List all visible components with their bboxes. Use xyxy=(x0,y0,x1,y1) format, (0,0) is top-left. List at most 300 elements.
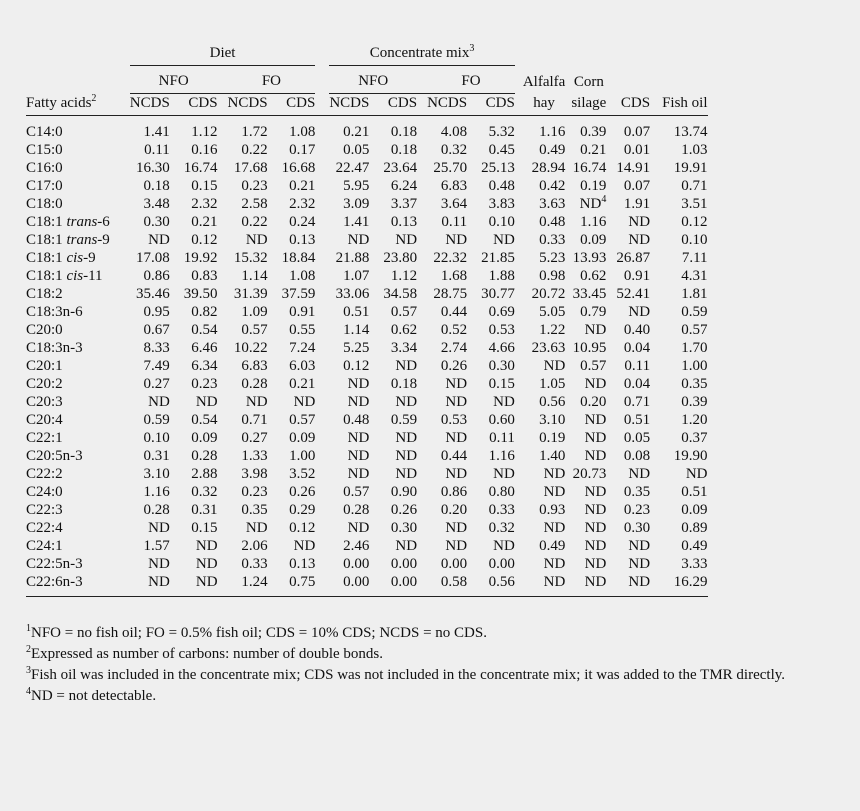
fatty-acid-label: C24:0 xyxy=(26,484,63,500)
value-cell: 3.83 xyxy=(488,196,515,212)
value-cell: 1.22 xyxy=(539,322,566,338)
value-cell: 0.71 xyxy=(681,178,708,194)
fatty-acid-label: C22:5n-3 xyxy=(26,556,83,572)
value-cell: 0.22 xyxy=(241,214,268,230)
value-cell: 0.19 xyxy=(580,178,607,194)
value-cell: 0.21 xyxy=(343,124,370,140)
corn-header-line1: Corn xyxy=(573,73,604,90)
table-row xyxy=(26,249,708,267)
value-cell: ND xyxy=(347,448,370,464)
alfalfa-header-line1: Alfalfa xyxy=(522,73,566,90)
value-cell: 15.32 xyxy=(233,250,268,266)
value-cell: 0.57 xyxy=(241,322,268,338)
table-row xyxy=(26,447,708,465)
value-cell: 0.62 xyxy=(580,268,607,284)
value-cell: 1.57 xyxy=(143,538,170,554)
fatty-acid-label: C24:1 xyxy=(26,538,63,554)
value-cell: ND xyxy=(584,376,607,392)
value-cell: 16.74 xyxy=(183,160,218,176)
value-cell: 0.13 xyxy=(289,232,316,248)
value-cell: 0.89 xyxy=(681,520,708,536)
value-cell: 3.52 xyxy=(289,466,316,482)
value-cell: 1.24 xyxy=(218,573,268,597)
value-cell: 0.30 xyxy=(488,358,515,374)
value-cell: ND xyxy=(445,376,468,392)
table-row xyxy=(26,573,708,597)
table-row xyxy=(26,116,708,142)
value-cell: 4.66 xyxy=(488,340,515,356)
value-cell: ND xyxy=(293,538,316,554)
fatty-acid-label: C18:1 trans-9 xyxy=(26,232,110,248)
value-cell: ND xyxy=(543,556,566,572)
value-cell: 28.94 xyxy=(531,160,566,176)
value-cell: ND xyxy=(584,502,607,518)
value-cell: ND xyxy=(584,448,607,464)
fatty-acid-label: C22:6n-3 xyxy=(26,573,116,597)
value-cell: 17.08 xyxy=(136,250,170,266)
value-cell: 0.91 xyxy=(623,268,651,284)
value-cell: 0.12 xyxy=(289,520,316,536)
value-cell: 2.46 xyxy=(343,538,370,554)
value-cell: 0.07 xyxy=(623,124,651,140)
value-cell: ND xyxy=(245,394,268,410)
value-cell: ND xyxy=(347,466,370,482)
value-cell: 3.10 xyxy=(539,412,566,428)
col-mix-fo-ncds: NCDS xyxy=(417,94,467,116)
value-cell: 1.12 xyxy=(390,268,418,284)
value-cell: 0.09 xyxy=(191,430,218,446)
value-cell: 0.39 xyxy=(580,124,607,140)
value-cell: 0.32 xyxy=(488,520,515,536)
value-cell: 0.75 xyxy=(268,573,316,597)
value-cell: 0.82 xyxy=(191,304,218,320)
value-cell: 1.81 xyxy=(681,286,708,302)
value-cell: 5.25 xyxy=(343,340,370,356)
col-mix-nfo-cds: CDS xyxy=(369,94,417,116)
fatty-acid-label: C20:2 xyxy=(26,376,63,392)
value-cell: 0.40 xyxy=(623,322,651,338)
value-cell: 0.27 xyxy=(143,376,170,392)
table-row xyxy=(26,195,708,213)
value-cell: 33.06 xyxy=(335,286,370,302)
value-cell: 16.30 xyxy=(136,160,170,176)
value-cell: 13.93 xyxy=(572,250,607,266)
value-cell: 0.42 xyxy=(539,178,566,194)
value-cell: ND xyxy=(628,466,651,482)
fatty-acid-label: C18:0 xyxy=(26,196,63,212)
value-cell: 10.22 xyxy=(233,340,268,356)
value-cell: 0.57 xyxy=(390,304,418,320)
value-cell: 0.91 xyxy=(289,304,316,320)
value-cell: 13.74 xyxy=(673,124,708,140)
value-cell: 0.17 xyxy=(289,142,316,158)
value-cell: 0.71 xyxy=(241,412,268,428)
col-mix-nfo-ncds: NCDS xyxy=(329,94,369,116)
value-cell: ND xyxy=(584,484,607,500)
value-cell: ND xyxy=(445,232,468,248)
value-cell: ND xyxy=(130,573,170,597)
value-cell: 4.08 xyxy=(440,124,468,140)
value-cell: 6.34 xyxy=(191,358,218,374)
value-cell: 0.48 xyxy=(488,178,515,194)
value-cell: ND xyxy=(148,520,170,536)
value-cell: 52.41 xyxy=(616,286,651,302)
value-cell: 0.13 xyxy=(289,556,316,572)
value-cell: 0.18 xyxy=(390,124,418,140)
value-cell: 1.16 xyxy=(539,124,566,140)
value-cell: 0.09 xyxy=(289,430,316,446)
value-cell: 0.53 xyxy=(440,412,468,428)
value-cell: 3.64 xyxy=(440,196,468,212)
value-cell: ND xyxy=(148,394,170,410)
value-cell: 1.16 xyxy=(580,214,607,230)
value-cell: ND xyxy=(584,520,607,536)
value-cell: ND xyxy=(347,376,370,392)
value-cell: 0.05 xyxy=(343,142,370,158)
value-cell: 2.88 xyxy=(191,466,218,482)
value-cell: 0.16 xyxy=(191,142,218,158)
value-cell: 2.32 xyxy=(289,196,316,212)
footnote: $^3$Fish oil was included in the concentrate mix; CDS was not included in the concentrate mix; it was added to the TMR directly. xyxy=(26,665,786,683)
value-cell: 0.12 xyxy=(343,358,370,374)
fatty-acid-label: C22:3 xyxy=(26,502,63,518)
value-cell: ND xyxy=(628,556,651,572)
fatty-acid-label: C14:0 xyxy=(26,124,63,140)
value-cell: 1.08 xyxy=(289,268,316,284)
value-cell: 1.40 xyxy=(539,448,566,464)
value-cell: 7.49 xyxy=(143,358,170,374)
fatty-acids-header: Fatty acids$^2$ xyxy=(26,94,116,116)
fatty-acid-label: C18:1 trans-6 xyxy=(26,214,110,230)
value-cell: ND xyxy=(493,394,515,410)
table-header xyxy=(26,38,708,116)
table-row xyxy=(26,141,708,159)
table-row xyxy=(26,285,708,303)
value-cell: 4.31 xyxy=(681,268,708,284)
value-cell: 1.72 xyxy=(241,124,268,140)
value-cell: 0.28 xyxy=(343,502,370,518)
value-cell: 21.85 xyxy=(481,250,515,266)
value-cell: 16.29 xyxy=(650,573,707,597)
value-cell: 3.10 xyxy=(143,466,170,482)
value-cell: 5.23 xyxy=(539,250,566,266)
group-header-row xyxy=(26,38,708,66)
value-cell: ND xyxy=(347,394,370,410)
value-cell: 0.35 xyxy=(241,502,268,518)
value-cell: 22.32 xyxy=(433,250,468,266)
value-cell: 1.05 xyxy=(539,376,566,392)
value-cell: 0.57 xyxy=(343,484,370,500)
fatty-acid-label: C20:1 xyxy=(26,358,63,374)
value-cell: 0.51 xyxy=(343,304,370,320)
value-cell: 3.34 xyxy=(390,340,418,356)
table-row xyxy=(26,267,708,285)
value-cell: 0.57 xyxy=(289,412,316,428)
value-cell: 0.56 xyxy=(467,573,515,597)
value-cell: 6.83 xyxy=(440,178,468,194)
value-cell: 0.19 xyxy=(539,430,566,446)
value-cell: ND xyxy=(628,214,651,230)
value-cell: ND xyxy=(685,466,708,482)
fatty-acid-label: C20:0 xyxy=(26,322,63,338)
value-cell: 0.10 xyxy=(488,214,515,230)
value-cell: 0.53 xyxy=(488,322,515,338)
value-cell: ND xyxy=(245,232,268,248)
value-cell: 37.59 xyxy=(281,286,316,302)
value-cell: 0.79 xyxy=(580,304,607,320)
value-cell: ND xyxy=(445,394,468,410)
value-cell: 5.05 xyxy=(539,304,566,320)
footnote: $^1$NFO = no fish oil; FO = 0.5% fish oil; CDS = 10% CDS; NCDS = no CDS. xyxy=(26,623,487,641)
fatty-acid-label: C22:2 xyxy=(26,466,63,482)
value-cell: ND xyxy=(445,520,468,536)
value-cell: 0.04 xyxy=(623,340,651,356)
footnotes xyxy=(26,624,836,708)
value-cell: 3.48 xyxy=(143,196,170,212)
value-cell: ND xyxy=(565,573,606,597)
value-cell: ND xyxy=(584,322,607,338)
table-row xyxy=(26,339,708,357)
value-cell: 30.77 xyxy=(481,286,515,302)
value-cell: 8.33 xyxy=(143,340,170,356)
value-cell: 0.51 xyxy=(623,412,651,428)
value-cell: 0.49 xyxy=(539,142,566,158)
table-row xyxy=(26,465,708,483)
value-cell: 14.91 xyxy=(616,160,651,176)
value-cell: ND xyxy=(606,573,650,597)
fatty-acid-label: C22:4 xyxy=(26,520,63,536)
value-cell: 1.16 xyxy=(143,484,170,500)
value-cell: 0.95 xyxy=(143,304,170,320)
value-cell: 0.57 xyxy=(681,322,708,338)
value-cell: ND xyxy=(515,573,565,597)
value-cell: 1.03 xyxy=(681,142,708,158)
value-cell: 1.16 xyxy=(488,448,515,464)
value-cell: 0.37 xyxy=(681,430,708,446)
value-cell: 25.70 xyxy=(433,160,468,176)
diet-group-header: Diet xyxy=(130,38,316,66)
value-cell: 0.48 xyxy=(343,412,370,428)
value-cell: 0.71 xyxy=(623,394,651,410)
diet-fo-header: FO xyxy=(218,66,316,94)
value-cell: 0.51 xyxy=(681,484,708,500)
table-row xyxy=(26,303,708,321)
value-cell: 0.28 xyxy=(143,502,170,518)
value-cell: 0.35 xyxy=(623,484,651,500)
value-cell: ND xyxy=(584,412,607,428)
value-cell: 0.10 xyxy=(143,430,170,446)
value-cell: 0.35 xyxy=(681,376,708,392)
value-cell: ND xyxy=(293,394,316,410)
value-cell: 0.09 xyxy=(681,502,708,518)
value-cell: 23.80 xyxy=(383,250,418,266)
value-cell: 0.11 xyxy=(441,214,468,230)
col-diet-fo-cds: CDS xyxy=(268,94,316,116)
value-cell: 0.49 xyxy=(681,538,708,554)
value-cell: 0.18 xyxy=(390,376,418,392)
value-cell: 0.44 xyxy=(440,448,468,464)
value-cell: 3.37 xyxy=(390,196,418,212)
value-cell: 0.13 xyxy=(390,214,418,230)
value-cell: 6.83 xyxy=(241,358,268,374)
value-cell: 0.93 xyxy=(539,502,566,518)
value-cell: 0.30 xyxy=(623,520,651,536)
value-cell: 0.22 xyxy=(241,142,268,158)
value-cell: 3.51 xyxy=(681,196,708,212)
value-cell: 0.33 xyxy=(241,556,268,572)
fatty-acid-label: C16:0 xyxy=(26,160,63,176)
value-cell: ND xyxy=(543,520,566,536)
value-cell: 0.33 xyxy=(488,502,515,518)
value-cell: 0.21 xyxy=(289,178,316,194)
value-cell: ND xyxy=(543,358,566,374)
value-cell: 6.46 xyxy=(191,340,218,356)
value-cell: 0.69 xyxy=(488,304,515,320)
value-cell: 0.00 xyxy=(440,556,468,572)
value-cell: ND xyxy=(628,304,651,320)
col-diet-nfo-cds: CDS xyxy=(170,94,218,116)
value-cell: 0.30 xyxy=(390,520,418,536)
table-row xyxy=(26,501,708,519)
value-cell: 0.86 xyxy=(440,484,468,500)
value-cell: 0.11 xyxy=(144,142,170,158)
value-cell: 0.12 xyxy=(681,214,708,230)
value-cell: 1.41 xyxy=(143,124,170,140)
value-cell: 0.00 xyxy=(343,556,370,572)
value-cell: 0.59 xyxy=(681,304,708,320)
value-cell: 28.75 xyxy=(433,286,468,302)
table-row xyxy=(26,357,708,375)
subgroup-header-row xyxy=(26,66,708,94)
value-cell: 2.74 xyxy=(440,340,468,356)
value-cell: 0.59 xyxy=(390,412,418,428)
value-cell: 34.58 xyxy=(383,286,418,302)
fatty-acid-label: C15:0 xyxy=(26,142,63,158)
value-cell: 0.21 xyxy=(191,214,218,230)
table-body xyxy=(26,116,708,597)
value-cell: 1.91 xyxy=(623,196,651,212)
value-cell: 1.41 xyxy=(343,214,370,230)
value-cell: 0.28 xyxy=(241,376,268,392)
value-cell: 0.32 xyxy=(191,484,218,500)
value-cell: 0.26 xyxy=(289,484,316,500)
value-cell: 0.45 xyxy=(488,142,515,158)
table-row xyxy=(26,393,708,411)
value-cell: 0.20 xyxy=(440,502,468,518)
value-cell: ND xyxy=(584,430,607,446)
value-cell: ND xyxy=(493,232,515,248)
value-cell: 0.44 xyxy=(440,304,468,320)
value-cell: ND xyxy=(170,573,218,597)
value-cell: 2.06 xyxy=(241,538,268,554)
value-cell: 19.90 xyxy=(673,448,708,464)
value-cell: 0.05 xyxy=(623,430,651,446)
value-cell: 0.31 xyxy=(191,502,218,518)
table-row xyxy=(26,429,708,447)
value-cell: 1.68 xyxy=(440,268,468,284)
value-cell: ND xyxy=(148,556,170,572)
value-cell: ND xyxy=(395,358,418,374)
value-cell: 0.28 xyxy=(191,448,218,464)
fatty-acid-label: C17:0 xyxy=(26,178,63,194)
value-cell: ND xyxy=(543,466,566,482)
value-cell: 39.50 xyxy=(183,286,218,302)
value-cell: 0.23 xyxy=(241,178,268,194)
value-cell: 0.01 xyxy=(623,142,651,158)
value-cell: 19.91 xyxy=(673,160,708,176)
value-cell: 21.88 xyxy=(335,250,370,266)
fatty-acid-label: C18:2 xyxy=(26,286,63,302)
col-diet-nfo-ncds: NCDS xyxy=(130,94,170,116)
diet-nfo-header: NFO xyxy=(130,66,218,94)
table-row xyxy=(26,555,708,573)
value-cell: ND xyxy=(148,232,170,248)
table-row xyxy=(26,321,708,339)
value-cell: 6.24 xyxy=(390,178,418,194)
value-cell: 0.58 xyxy=(417,573,467,597)
value-cell: 0.07 xyxy=(623,178,651,194)
value-cell: $ND^4$ xyxy=(579,194,607,212)
value-cell: 23.64 xyxy=(383,160,418,176)
value-cell: 3.63 xyxy=(539,196,566,212)
value-cell: 3.98 xyxy=(241,466,268,482)
fatty-acid-label: C18:3n-6 xyxy=(26,304,83,320)
footnote: $^4$ND = not detectable. xyxy=(26,686,157,704)
value-cell: 0.11 xyxy=(624,358,651,374)
value-cell: 0.00 xyxy=(369,573,417,597)
value-cell: 1.33 xyxy=(241,448,268,464)
value-cell: 2.32 xyxy=(191,196,218,212)
fatty-acid-label: C20:5n-3 xyxy=(26,448,83,464)
mix-nfo-header: NFO xyxy=(329,66,417,94)
footnote: $^2$Expressed as number of carbons: number of double bonds. xyxy=(26,644,384,662)
value-cell: 1.00 xyxy=(681,358,708,374)
value-cell: 18.84 xyxy=(281,250,316,266)
value-cell: 0.29 xyxy=(289,502,316,518)
concentrate-mix-group-header: Concentrate mix$^3$ xyxy=(329,38,515,66)
value-cell: 0.54 xyxy=(191,412,218,428)
value-cell: 0.55 xyxy=(289,322,316,338)
value-cell: ND xyxy=(493,538,515,554)
fatty-acid-label: C20:3 xyxy=(26,394,63,410)
value-cell: ND xyxy=(245,520,268,536)
value-cell: 0.04 xyxy=(623,376,651,392)
value-cell: 0.23 xyxy=(623,502,651,518)
table-row xyxy=(26,375,708,393)
value-cell: 16.68 xyxy=(281,160,316,176)
column-header-row xyxy=(26,94,708,116)
value-cell: ND xyxy=(628,538,651,554)
table-row xyxy=(26,177,708,195)
value-cell: 1.14 xyxy=(241,268,268,284)
table-row xyxy=(26,213,708,231)
value-cell: 0.49 xyxy=(539,538,566,554)
value-cell: 0.33 xyxy=(539,232,566,248)
value-cell: 22.47 xyxy=(335,160,370,176)
value-cell: 0.24 xyxy=(289,214,316,230)
value-cell: ND xyxy=(584,538,607,554)
value-cell: ND xyxy=(395,538,418,554)
value-cell: 0.56 xyxy=(539,394,566,410)
value-cell: ND xyxy=(395,430,418,446)
value-cell: 0.00 xyxy=(329,573,369,597)
value-cell: 0.59 xyxy=(143,412,170,428)
value-cell: 35.46 xyxy=(136,286,170,302)
value-cell: 7.24 xyxy=(289,340,316,356)
value-cell: ND xyxy=(395,394,418,410)
fatty-acid-label: C18:3n-3 xyxy=(26,340,83,356)
table-row xyxy=(26,411,708,429)
